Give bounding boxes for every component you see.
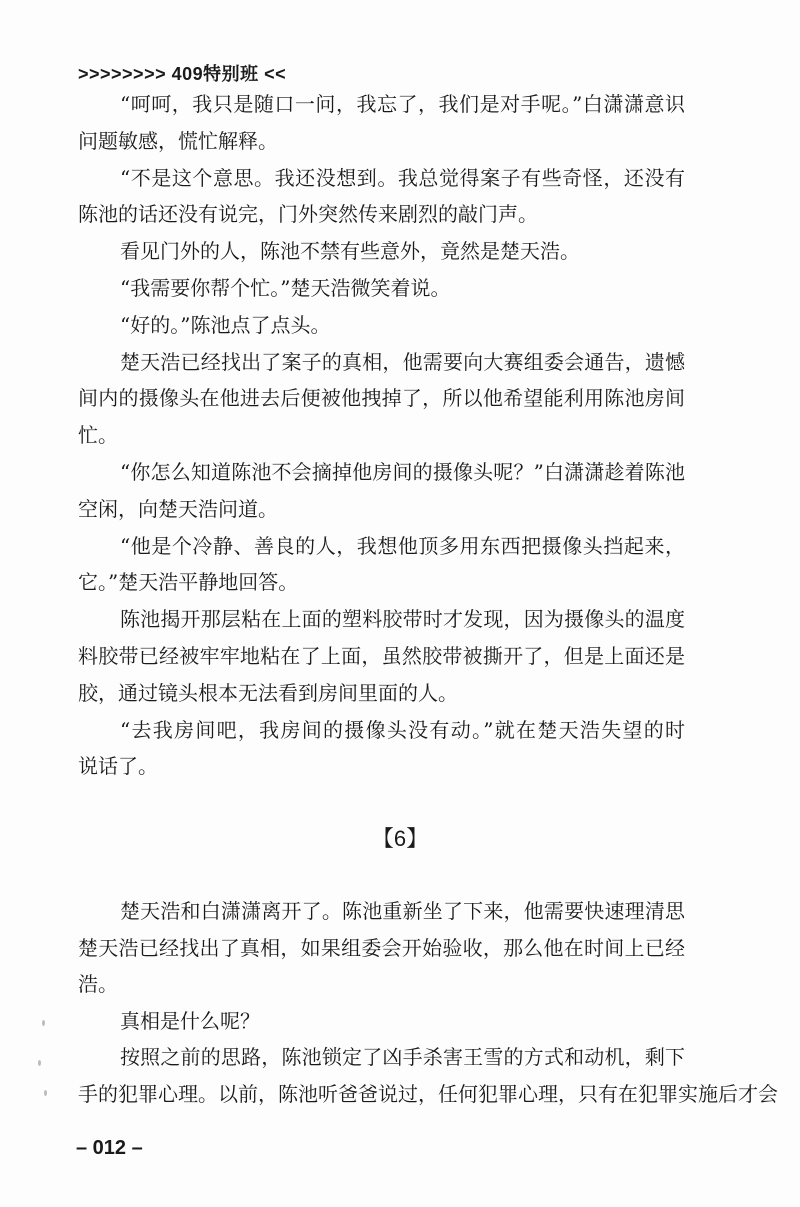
paragraph bbox=[78, 86, 685, 160]
paragraph bbox=[78, 1003, 685, 1040]
text-line: 浩。 bbox=[78, 972, 118, 996]
text-line: 楚天浩和白潇潇离开了。陈池重新坐了下来，他需要快速理清思 bbox=[120, 899, 685, 923]
paragraph bbox=[78, 307, 685, 344]
paragraph bbox=[78, 712, 685, 786]
paragraph bbox=[78, 893, 685, 1003]
text-line: “去我房间吧，我房间的摄像头没有动。”就在楚天浩失望的时 bbox=[120, 717, 685, 742]
text-line: 看见门外的人，陈池不禁有些意外，竟然是楚天浩。 bbox=[120, 239, 580, 264]
paragraph bbox=[78, 528, 685, 602]
text-line: 料胶带已经被牢牢地粘在了上面，虽然胶带被撕开了，但是上面还是 bbox=[78, 643, 685, 668]
paragraph bbox=[78, 160, 685, 234]
scan-speck bbox=[42, 1020, 45, 1026]
text-line: 楚天浩已经找出了真相，如果组委会开始验收，那么他在时间上已经 bbox=[78, 935, 685, 960]
text-line: “呵呵，我只是随口一问，我忘了，我们是对手呢。”白潇潇意识 bbox=[120, 92, 685, 116]
text-line: “他是个冷静、善良的人，我想他顶多用东西把摄像头挡起来， bbox=[120, 533, 685, 558]
text-line: “你怎么知道陈池不会摘掉他房间的摄像头呢？”白潇潇趁着陈池 bbox=[120, 459, 685, 484]
text-line: 胶，通过镜头根本无法看到房间里面的人。 bbox=[78, 680, 458, 705]
text-line: 说话了。 bbox=[78, 754, 158, 779]
text-line: “不是这个意思。我还没想到。我总觉得案子有些奇怪，还没有 bbox=[120, 165, 685, 190]
text-line: 空闲，向楚天浩问道。 bbox=[78, 496, 278, 521]
paragraph bbox=[78, 601, 685, 711]
paragraph bbox=[78, 233, 685, 270]
body-text-section-6 bbox=[78, 893, 778, 1112]
scan-speck bbox=[38, 1060, 41, 1066]
running-head: >>>>>>>> 409特别班 << bbox=[78, 64, 287, 84]
text-line: 楚天浩已经找出了案子的真相，他需要向大赛组委会通告，遗憾 bbox=[120, 349, 685, 374]
section-heading: 【6】 bbox=[371, 826, 429, 851]
paragraph bbox=[78, 344, 685, 454]
page-number: – 012 – bbox=[76, 1137, 143, 1159]
paragraph bbox=[78, 454, 685, 528]
text-line: “我需要你帮个忙。”楚天浩微笑着说。 bbox=[120, 275, 451, 300]
body-text-before-section bbox=[78, 86, 685, 785]
paragraph bbox=[78, 1039, 778, 1112]
text-line: 陈池的话还没有说完，门外突然传来剧烈的敲门声。 bbox=[78, 202, 538, 227]
text-line: 它。”楚天浩平静地回答。 bbox=[78, 570, 299, 595]
text-line: 真相是什么呢？ bbox=[120, 1008, 260, 1033]
text-line: 忙。 bbox=[78, 423, 118, 448]
text-line: 问题敏感，慌忙解释。 bbox=[78, 128, 278, 153]
text-line: 按照之前的思路，陈池锁定了凶手杀害王雪的方式和动机，剩下 bbox=[120, 1045, 685, 1069]
text-line: 间内的摄像头在他进去后便被他拽掉了，所以他希望能利用陈池房间 bbox=[78, 386, 685, 411]
paragraph bbox=[78, 270, 685, 307]
scan-speck bbox=[44, 1090, 47, 1096]
text-line: “好的。”陈池点了点头。 bbox=[120, 312, 331, 337]
text-line: 陈池揭开那层粘在上面的塑料胶带时才发现，因为摄像头的温度 bbox=[120, 607, 685, 632]
text-line: 手的犯罪心理。以前，陈池听爸爸说过，任何犯罪心理，只有在犯罪实施后才会 bbox=[78, 1081, 778, 1106]
